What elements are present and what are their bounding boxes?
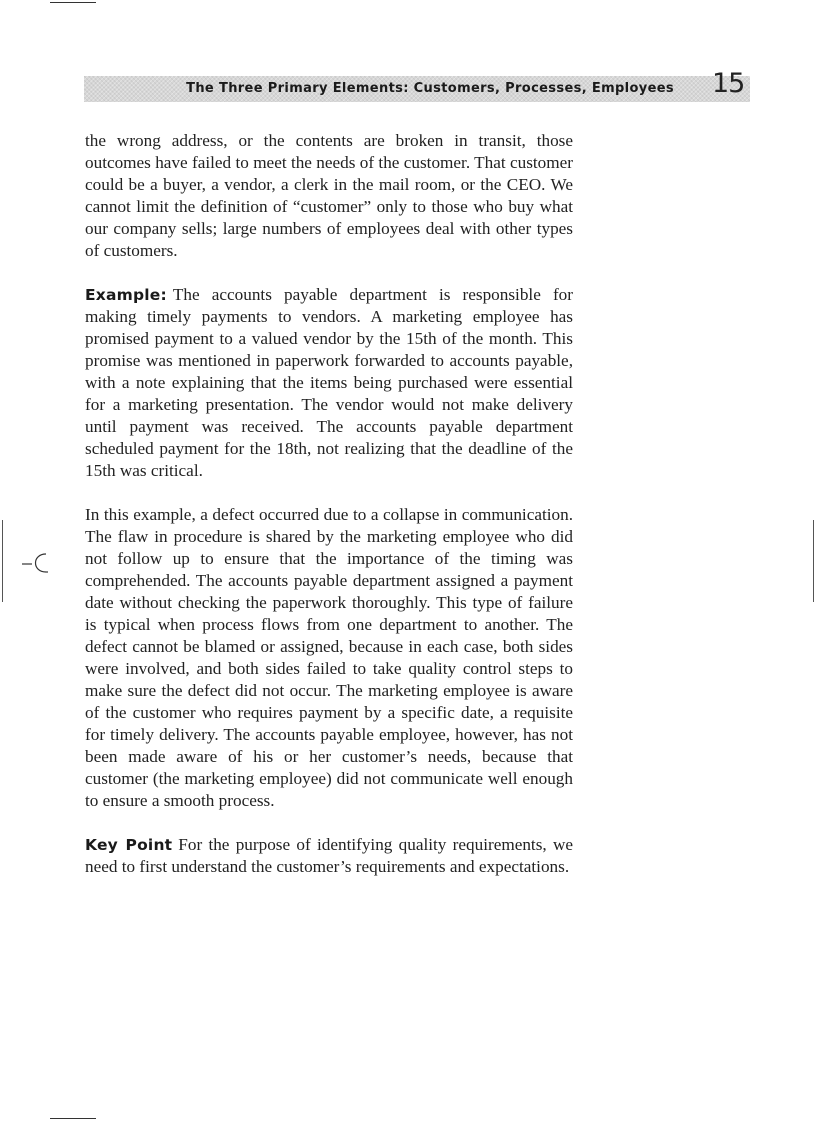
- margin-annotation-mark: [20, 550, 84, 574]
- example-label: Example:: [85, 286, 167, 304]
- running-head: The Three Primary Elements: Customers, Processes, Employees: [186, 81, 674, 96]
- example-paragraph: [85, 284, 573, 482]
- key-point-paragraph: [85, 834, 573, 878]
- page-number: 15: [712, 68, 745, 99]
- scan-edge-right: [813, 520, 814, 602]
- page-body: [85, 130, 573, 900]
- key-point-label: Key Point: [85, 836, 173, 854]
- paragraph: the wrong address, or the contents are broken in transit, those outcomes have failed to meet the needs of the customer. That customer could be a buyer, a vendor, a clerk in the mail room, or the CEO. We cannot limit the definition of “customer” only to those who buy what our company sells; large numbers of employees deal with other types of customers.: [85, 131, 573, 260]
- crop-mark-top: [50, 2, 96, 3]
- paragraph: In this example, a defect occurred due to a collapse in communication. The flaw in procedure is shared by the marketing employee who did not follow up to ensure that the importance of the timing was comprehended. The accounts payable department assigned a payment date without checking the paperwork thoroughly. This type of failure is typical when process flows from one department to another. The defect cannot be blamed or assigned, because in each case, both sides were involved, and both sides failed to take quality control steps to make sure the defect did not occur. The marketing employee is aware of the customer who requires payment by a specific date, a requisite for timely delivery. The accounts payable employee, however, has not been made aware of his or her customer’s needs, because that customer (the marketing employee) did not communicate well enough to ensure a smooth process.: [85, 505, 573, 810]
- crop-mark-bottom: [50, 1118, 96, 1119]
- scan-edge-left: [2, 520, 3, 602]
- example-text: The accounts payable department is responsible for making timely payments to vendors. A marketing employee has promised payment to a valued vendor by the 15th of the month. This promise was mentioned in paperwork forwarded to accounts payable, with a note explaining that the items being purchased were essential for a marketing presentation. The vendor would not make delivery until payment was received. The accounts payable department scheduled payment for the 18th, not realizing that the deadline of the 15th was critical.: [85, 285, 573, 480]
- key-point-text: For the purpose of identifying quality requirements, we need to first understand the customer’s requirements and expectations.: [85, 835, 573, 876]
